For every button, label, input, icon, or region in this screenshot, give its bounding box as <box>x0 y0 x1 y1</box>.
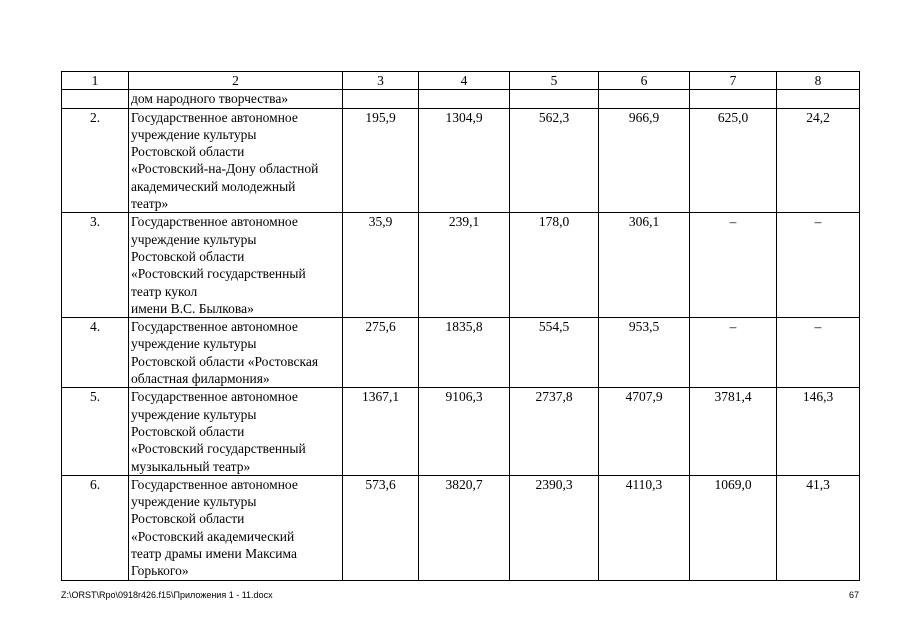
value-cell: 554,5 <box>510 318 599 388</box>
row-name-cell: дом народного творчества» <box>129 90 343 108</box>
value-cell <box>343 90 419 108</box>
value-cell: 146,3 <box>777 388 860 475</box>
header-cell: 2 <box>129 72 343 90</box>
data-table <box>61 71 860 581</box>
value-cell <box>510 90 599 108</box>
row-number-cell: 2. <box>62 108 129 213</box>
row-name-cell: Государственное автономное учреждение культуры Ростовской области «Ростовский академический театр драмы имени Максима Горького» <box>129 475 343 580</box>
header-cell: 6 <box>599 72 690 90</box>
value-cell <box>690 90 777 108</box>
row-name-cell: Государственное автономное учреждение культуры Ростовской области «Ростовский-на-Дону областной академический молодежный театр» <box>129 108 343 213</box>
value-cell <box>599 90 690 108</box>
header-cell: 5 <box>510 72 599 90</box>
value-cell: 2390,3 <box>510 475 599 580</box>
header-cell: 7 <box>690 72 777 90</box>
value-cell: 562,3 <box>510 108 599 213</box>
value-cell: – <box>777 318 860 388</box>
value-cell: 2737,8 <box>510 388 599 475</box>
table-row <box>62 475 860 580</box>
value-cell: 9106,3 <box>419 388 510 475</box>
footer-file-path: Z:\ORST\Rpo\0918r426.f15\Приложения 1 - 11.docx <box>61 590 273 600</box>
value-cell <box>777 90 860 108</box>
value-cell: 35,9 <box>343 213 419 318</box>
header-cell: 8 <box>777 72 860 90</box>
header-cell: 3 <box>343 72 419 90</box>
value-cell: 625,0 <box>690 108 777 213</box>
value-cell: 275,6 <box>343 318 419 388</box>
footer-page-number: 67 <box>848 590 859 600</box>
row-number-cell: 4. <box>62 318 129 388</box>
value-cell: 195,9 <box>343 108 419 213</box>
value-cell: 306,1 <box>599 213 690 318</box>
value-cell: – <box>777 213 860 318</box>
value-cell: 1835,8 <box>419 318 510 388</box>
row-name-cell: Государственное автономное учреждение культуры Ростовской области «Ростовский государственный театр кукол имени В.С. Былкова» <box>129 213 343 318</box>
row-name-cell: Государственное автономное учреждение культуры Ростовской области «Ростовский государственный музыкальный театр» <box>129 388 343 475</box>
value-cell: 966,9 <box>599 108 690 213</box>
value-cell: 4707,9 <box>599 388 690 475</box>
value-cell: 3820,7 <box>419 475 510 580</box>
value-cell: 41,3 <box>777 475 860 580</box>
value-cell: – <box>690 213 777 318</box>
value-cell: 3781,4 <box>690 388 777 475</box>
table-header-row <box>62 72 860 90</box>
row-number-cell <box>62 90 129 108</box>
table-row <box>62 318 860 388</box>
row-name-cell: Государственное автономное учреждение культуры Ростовской области «Ростовская областная филармония» <box>129 318 343 388</box>
value-cell: 1069,0 <box>690 475 777 580</box>
table-row <box>62 108 860 213</box>
value-cell: 1367,1 <box>343 388 419 475</box>
value-cell: 178,0 <box>510 213 599 318</box>
value-cell: 239,1 <box>419 213 510 318</box>
value-cell: 573,6 <box>343 475 419 580</box>
value-cell <box>419 90 510 108</box>
value-cell: 953,5 <box>599 318 690 388</box>
value-cell: 4110,3 <box>599 475 690 580</box>
table-row <box>62 213 860 318</box>
table-row <box>62 388 860 475</box>
header-cell: 1 <box>62 72 129 90</box>
table-row-continuation <box>62 90 860 108</box>
row-number-cell: 3. <box>62 213 129 318</box>
header-cell: 4 <box>419 72 510 90</box>
row-number-cell: 6. <box>62 475 129 580</box>
value-cell: 1304,9 <box>419 108 510 213</box>
value-cell: – <box>690 318 777 388</box>
row-number-cell: 5. <box>62 388 129 475</box>
value-cell: 24,2 <box>777 108 860 213</box>
